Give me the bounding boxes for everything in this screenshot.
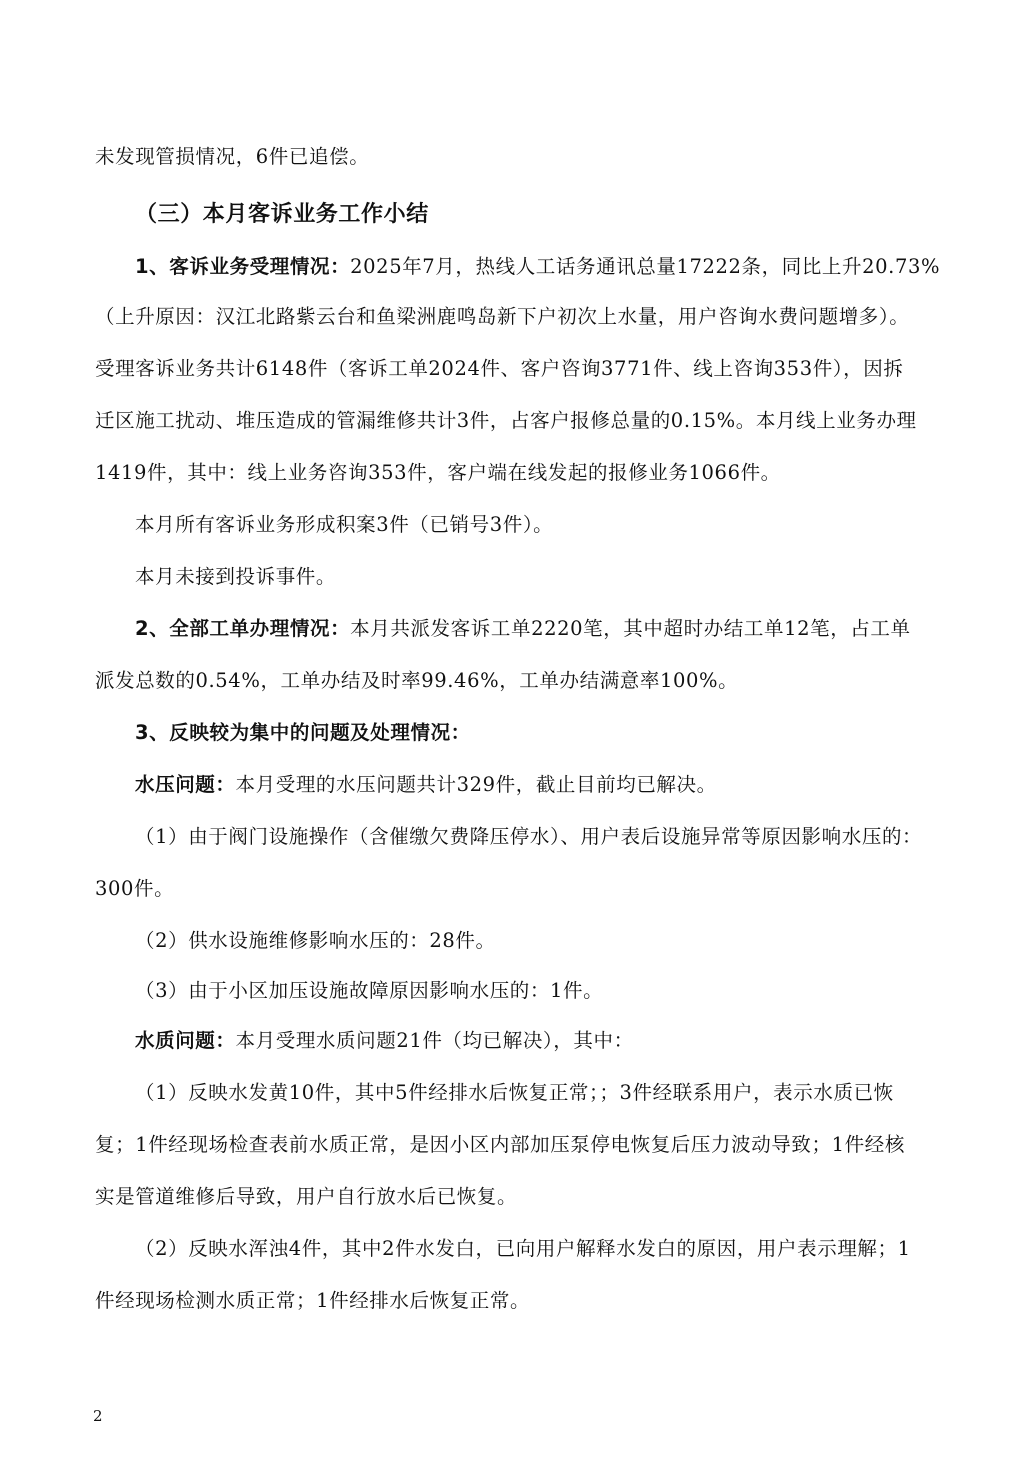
text-line: （1）反映水发黄10件，其中5件经排水后恢复正常；；3件经联系用户，表示水质已恢	[135, 1081, 894, 1104]
text-line: （1）由于阀门设施操作（含催缴欠费降压停水）、用户表后设施异常等原因影响水压的：	[135, 825, 923, 848]
text-line: （3）由于小区加压设施故障原因影响水压的：1件。	[135, 979, 604, 1002]
text-line: 1419件，其中：线上业务咨询353件，客户端在线发起的报修业务1066件。	[95, 461, 781, 484]
water-quality-line: 水质问题：本月受理水质问题21件（均已解决），其中：	[135, 1029, 634, 1052]
text-line: 件经现场检测水质正常；1件经排水后恢复正常。	[95, 1289, 531, 1312]
section-heading: （三）本月客诉业务工作小结	[135, 202, 429, 227]
text-line: （2）反映水浑浊4件，其中2件水发白，已向用户解释水发白的原因，用户表示理解；1	[135, 1237, 911, 1260]
text-line: 本月所有客诉业务形成积案3件（已销号3件）。	[135, 513, 554, 536]
text-line: 实是管道维修后导致，用户自行放水后已恢复。	[95, 1185, 518, 1208]
paragraph-1-line: 1、客诉业务受理情况：2025年7月，热线人工话务通讯总量17222条，同比上升20.73%	[135, 255, 941, 278]
text-line: 复；1件经现场检查表前水质正常，是因小区内部加压泵停电恢复后压力波动导致；1件经核	[95, 1133, 905, 1156]
page-number: 2	[93, 1407, 103, 1425]
paragraph-2-line: 2、全部工单办理情况：本月共派发客诉工单2220笔，其中超时办结工单12笔，占工单	[135, 617, 911, 640]
text-line: 迁区施工扰动、堆压造成的管漏维修共计3件，占客户报修总量的0.15%。本月线上业务办理	[95, 409, 917, 432]
paragraph-3-line: 3、反映较为集中的问题及处理情况：	[135, 721, 471, 744]
text-line: （上升原因：汉江北路紫云台和鱼梁洲鹿鸣岛新下户初次上水量，用户咨询水费问题增多）。	[95, 305, 910, 328]
text-line: 派发总数的0.54%，工单办结及时率99.46%，工单办结满意率100%。	[95, 669, 739, 692]
text-line: 未发现管损情况，6件已追偿。	[95, 145, 370, 168]
text-line: 受理客诉业务共计6148件（客诉工单2024件、客户咨询3771件、线上咨询353件），因拆	[95, 357, 904, 380]
text-line: 300件。	[95, 877, 175, 900]
text-line: 本月未接到投诉事件。	[135, 565, 337, 588]
water-pressure-line: 水压问题：本月受理的水压问题共计329件，截止目前均已解决。	[135, 773, 717, 796]
text-line: （2）供水设施维修影响水压的：28件。	[135, 929, 496, 952]
